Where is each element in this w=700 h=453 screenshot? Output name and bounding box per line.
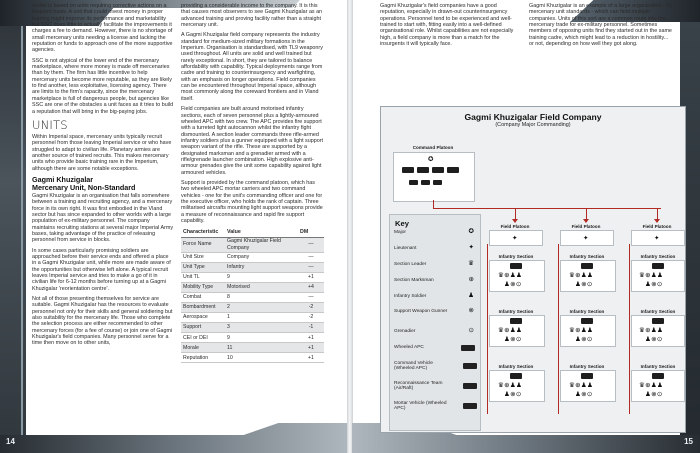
air-raft-icon — [421, 180, 430, 185]
unit-heading-name: Gagmi Khuzigalar — [32, 174, 94, 184]
table-cell: Motorised — [225, 282, 298, 292]
paragraph: Field companies are built around motorised infantry sections, each of seven personnel plus a lightly-armoured wheeled APC with two crew. The APC provides fire support with a turreted light autocannon whilst the infantry fight dismounted. A section leader commands three rifle-armed infantry soldiers plus a gunner equipped with a light support weapon variant of the rifle. These are supported by a designated marksman and a grenadier armed with a rifle/grenade launcher combination. High explosive anti-armour grenades give the unit some capability against light armoured vehicles. — [181, 106, 324, 176]
squad-symbols: ♛⊕♟♟ — [569, 327, 594, 334]
infantry-section-box — [489, 260, 545, 292]
infantry-section-label: Infantry Section — [498, 309, 534, 314]
command-vehicle-icon — [402, 167, 414, 173]
infantry-section-box — [631, 370, 685, 402]
lieutenant-icon: ✦ — [512, 235, 518, 242]
paragraph: Gagmi Khuzigalar is an example of a large organisation - by mercenary unit standards - which can field multiple companies. Units of this sort are a common route into the mercenary trade for ex-military personnel. Sometimes members of opposing units find they started out in the same training cadre, which might lead to a reduction in hostility... or not, depending on how well they got along. — [529, 3, 672, 48]
table-row — [181, 292, 324, 302]
wheeled-apc-icon — [581, 373, 593, 379]
right-column-1 — [380, 3, 521, 51]
lieutenant-icon: ✦ — [654, 235, 660, 242]
table-row — [181, 343, 324, 353]
squad-symbols: ♛⊕♟♟ — [498, 272, 523, 279]
paragraph: Gagmi Khuzigalar's field companies have a good reputation, especially in drawn-out counterinsurgency operations. Personnel tend to be experienced and well-trained to start with, fitting easily into a well-defined organisational role. Whilst capabilities are not especially high, a field company is more than a match for the insurgents it will typically face. — [380, 3, 514, 48]
infantry-section-box — [489, 370, 545, 402]
squad-symbols: ♛⊕♟♟ — [569, 272, 594, 279]
field-platoon-label: Field Platoon — [500, 224, 530, 229]
table-cell: Bombardment — [181, 302, 225, 312]
table-cell: Unit TL — [181, 272, 225, 282]
table-cell: Morale — [181, 343, 225, 353]
left-frame-decoration — [0, 0, 26, 453]
table-row — [181, 282, 324, 292]
table-cell: -2 — [298, 302, 324, 312]
infantry-section-box — [560, 370, 616, 402]
infantry-section-label: Infantry Section — [569, 309, 605, 314]
squad-symbols: ♟⊗⊙ — [504, 281, 522, 288]
squad-symbols: ♟⊗⊙ — [645, 391, 663, 398]
table-cell: +1 — [298, 333, 324, 343]
paragraph: Gagmi Khuzigalar is an organisation that falls somewhere between a training and recruiting agency, and a mercenary force in its own right. It was first embodied in the Vland sector but has since expanded to other worlds with a large population of ex-military personnel. The company maintains recruiting stations at several major Imperial Army bases, taking advantage of the practice of releasing personnel from service in blocks. — [32, 192, 174, 244]
key-item — [394, 329, 478, 334]
marksman-icon: ⊕ — [468, 276, 474, 283]
mortar-vehicle-icon — [447, 167, 459, 173]
table-cell: 11 — [225, 343, 298, 353]
table-row — [181, 313, 324, 323]
table-cell: — — [298, 292, 324, 302]
paragraph: model is based on units requiring corrective actions on a frequent basis. A unit that could invest money in proper training might improve its performance and marketability but SSC does little to actually facilitate the improvements it charges a fee to demand. However, there is no shortage of small mercenary units needing a license and lacking the reputation or funds to approach one of the more supportive agencies. — [32, 3, 173, 54]
unit-heading — [32, 176, 174, 192]
table-cell: Gagmi Khuzigalar Field Company — [225, 237, 298, 252]
connector-arrow — [512, 219, 518, 223]
infantry-soldier-icon: ♟ — [468, 292, 474, 299]
table-row — [181, 302, 324, 312]
platoon-hq-box — [560, 230, 614, 246]
gunner-icon: ⊗ — [468, 307, 474, 314]
squad-symbols: ♟⊗⊙ — [645, 336, 663, 343]
table-header: DM — [298, 228, 324, 237]
table-cell: +1 — [298, 353, 324, 363]
table-cell: — — [298, 262, 324, 272]
table-row — [181, 323, 324, 333]
apc-row — [510, 263, 522, 269]
left-bottom-decoration — [0, 423, 348, 453]
infantry-section-label: Infantry Section — [569, 364, 605, 369]
table-cell: 9 — [225, 333, 298, 343]
apc-row — [510, 318, 522, 324]
table-cell: CEI or DEI — [181, 333, 225, 343]
key-label: Infantry Soldier — [394, 294, 427, 299]
mortar-vehicle-icon — [463, 403, 477, 409]
key-item — [394, 381, 456, 392]
key-label: Wheeled APC — [394, 345, 424, 350]
apc-row — [581, 318, 593, 324]
table-cell: 10 — [225, 353, 298, 363]
command-vehicle-icon — [463, 363, 477, 369]
key-item — [394, 246, 478, 251]
infantry-section-label: Infantry Section — [498, 364, 534, 369]
squad-symbols: ♟⊗⊙ — [645, 281, 663, 288]
table-row — [181, 333, 324, 343]
squad-symbols: ♛⊕♟♟ — [639, 382, 664, 389]
command-platoon-box — [393, 152, 475, 202]
table-cell: -1 — [298, 323, 324, 333]
air-raft-icon — [463, 383, 477, 389]
table-cell: Support — [181, 323, 225, 333]
table-cell: 3 — [225, 323, 298, 333]
table-row — [181, 272, 324, 282]
infantry-section-box — [631, 315, 685, 347]
wheeled-apc-icon — [510, 373, 522, 379]
field-platoon-label: Field Platoon — [642, 224, 672, 229]
paragraph: Not all of those presenting themselves for service are suitable. Gagmi Khuzigalar has the resources to evaluate personnel not only for their skills and general soldiering but also suitability for the mercenary life. Those who complete the selection process are either recommended to other mercenary forces (for a fee of course) or join one of Gagmi Khuzigalar's field companies. Many personnel serve for a time then move on to other units, — [32, 296, 173, 347]
org-chart-title: Gagmi Khuzigalar Field Company — [464, 112, 602, 122]
wheeled-apc-icon — [652, 263, 664, 269]
connector-line — [433, 208, 661, 209]
wheeled-apc-icon — [581, 318, 593, 324]
table-header-row — [181, 228, 324, 237]
squad-symbols: ♟⊗⊙ — [504, 336, 522, 343]
table-cell: Reputation — [181, 353, 225, 363]
infantry-section-label: Infantry Section — [640, 364, 676, 369]
table-cell: 1 — [225, 313, 298, 323]
left-page — [0, 0, 348, 453]
table-cell: +4 — [298, 282, 324, 292]
table-row — [181, 353, 324, 363]
table-header: Value — [225, 228, 298, 237]
units-heading: UNITS — [32, 117, 68, 132]
wheeled-apc-icon — [461, 345, 475, 351]
paragraph: A Gagmi Khuzigalar field company represents the industry standard for medium-sized military formations in the Imperium. Organisation is standardised, with TL9 weaponry used throughout. All units are solid and well trained but rarely exceptional. In short, they are tailored to balance affordability with capability. Typical deployments range from cadre and training to counterinsurgency and warfighting, with an emphasis on longer operations. Field companies can be encountered throughout Imperial space, although most commonly along the coreward frontiers and in Vland itself. — [181, 32, 323, 102]
key-item — [394, 294, 478, 299]
field-platoon-label: Field Platoon — [571, 224, 601, 229]
paragraph: In some cases particularly promising soldiers are approached before their service ends and offered a place in a Gagmi Khuzigalar unit, while more are made aware of the opportunities but otherwise left alone. A typical recruit leaves Imperial service and tries to make a go of it in civilian life for 6-12 months before turning up at a Gagmi Khuzigalar 'reorientation centre'. — [32, 247, 171, 292]
infantry-section-box — [631, 260, 685, 292]
table-row — [181, 262, 324, 272]
connector-line — [629, 244, 630, 414]
apc-row — [581, 263, 593, 269]
infantry-section-label: Infantry Section — [569, 254, 605, 259]
table-cell: 8 — [225, 292, 298, 302]
unit-stat-table — [181, 228, 324, 363]
page-number-right: 15 — [684, 437, 693, 446]
apc-row — [652, 263, 664, 269]
connector-line — [433, 200, 434, 208]
squad-symbols: ♟⊗⊙ — [575, 336, 593, 343]
table-row — [181, 237, 324, 252]
squad-symbols: ♛⊕♟♟ — [639, 272, 664, 279]
lieutenant-icon: ✦ — [468, 244, 474, 251]
connector-arrow — [654, 219, 660, 223]
table-row — [181, 252, 324, 262]
recon-vehicles — [409, 180, 442, 185]
apc-row — [510, 373, 522, 379]
org-chart-subtitle: (Company Major Commanding) — [495, 122, 571, 128]
key-item — [394, 262, 478, 267]
mortar-vehicle-icon — [432, 167, 444, 173]
key-label: Lieutenant — [394, 246, 417, 251]
key-item — [394, 230, 478, 235]
key-item — [394, 401, 456, 412]
air-raft-icon — [433, 180, 442, 185]
air-raft-icon — [409, 180, 418, 185]
wheeled-apc-icon — [510, 263, 522, 269]
command-vehicle-icon — [417, 167, 429, 173]
table-cell: Combat — [181, 292, 225, 302]
key-label: Support Weapon Gunner — [394, 309, 448, 314]
table-cell: Infantry — [225, 262, 298, 272]
squad-symbols: ♛⊕♟♟ — [639, 327, 664, 334]
key-title: Key — [395, 219, 409, 228]
wheeled-apc-icon — [510, 318, 522, 324]
squad-symbols: ♟⊗⊙ — [575, 281, 593, 288]
org-chart — [380, 106, 686, 433]
table-cell: 9 — [225, 272, 298, 282]
connector-line — [558, 244, 559, 414]
table-cell: — — [298, 237, 324, 252]
wheeled-apc-icon — [581, 263, 593, 269]
command-vehicles — [402, 167, 459, 173]
infantry-section-box — [489, 315, 545, 347]
unit-heading-type: Mercenary Unit, Non-Standard — [32, 182, 136, 192]
page-number-left: 14 — [6, 437, 15, 446]
key-label: Major — [394, 230, 406, 235]
legend-key — [389, 214, 481, 431]
table-cell: Aerospace — [181, 313, 225, 323]
wheeled-apc-icon — [652, 373, 664, 379]
key-item — [394, 309, 478, 314]
key-label: Section Leader — [394, 262, 427, 267]
paragraph: Support is provided by the command platoon, which has two wheeled APC mortar carriers and two command vehicles - one for the unit's commanding officer and one for the executive officer, who holds the rank of captain. Three militarised aircrafts mounting light support weapons provide a measure of reconnaissance and rapid fire support capability. — [181, 179, 323, 224]
key-label: Section Marksman — [394, 278, 434, 283]
left-column-1 — [32, 3, 174, 351]
paragraph: Within Imperial space, mercenary units typically recruit personnel from those leaving Imperial service or who have struggled to adapt to civilian life. Planetary armies are another source of trained recruits. This makes mercenary units who provide basic training rare in the Imperium, although there are some notable exceptions. — [32, 133, 172, 172]
table-header: Characteristic — [181, 228, 225, 237]
connector-arrow — [583, 219, 589, 223]
apc-row — [652, 318, 664, 324]
table-cell: — — [298, 252, 324, 262]
infantry-section-label: Infantry Section — [498, 254, 534, 259]
key-label: Grenadier — [394, 329, 416, 334]
squad-symbols: ♟⊗⊙ — [504, 391, 522, 398]
squad-symbols: ♛⊕♟♟ — [498, 327, 523, 334]
wheeled-apc-icon — [652, 318, 664, 324]
table-cell: +1 — [298, 272, 324, 282]
table-cell: 2 — [225, 302, 298, 312]
squad-symbols: ♛⊕♟♟ — [569, 382, 594, 389]
key-label: Command Vehicle (Wheeled APC) — [394, 361, 433, 372]
left-column-2 — [181, 3, 324, 363]
connector-line — [487, 244, 488, 414]
platoon-hq-box — [489, 230, 543, 246]
lieutenant-icon: ✦ — [583, 235, 589, 242]
squad-symbols: ♛⊕♟♟ — [498, 382, 523, 389]
paragraph: SSC is not atypical of the lower end of the mercenary marketplace, where more money is made off mercenaries than by them. The firm has little incentive to help mercenary units become more reputable, as they are likely to find another, less exploitative, licensing agency. There are limits to the firm's rapacity, since the mercenary marketplace is full of dangerous people, but agencies like SSC are one of the obstacles a unit faces as it tries to build a reputation that will bring in the big-paying jobs. — [32, 57, 174, 115]
key-label: Mortar Vehicle (Wheeled APC) — [394, 401, 447, 412]
section-leader-icon: ♛ — [468, 260, 474, 267]
table-cell: -2 — [298, 313, 324, 323]
table-cell: Company — [225, 252, 298, 262]
key-item — [394, 361, 454, 372]
paragraph: providing a considerable income to the company. It is this that causes most observers to see Gagmi Khuzigalar as an advanced training and proving facility rather than a straight mercenary unit. — [181, 3, 323, 29]
apc-row — [652, 373, 664, 379]
major-icon: ✪ — [468, 228, 474, 235]
key-item — [394, 278, 478, 283]
right-column-2 — [529, 3, 672, 51]
squad-symbols: ♟⊗⊙ — [575, 391, 593, 398]
key-item — [394, 345, 478, 350]
platoon-hq-box — [631, 230, 685, 246]
table-cell: Unit Type — [181, 262, 225, 272]
infantry-section-box — [560, 315, 616, 347]
table-cell: +1 — [298, 343, 324, 353]
major-icon: ✪ — [428, 156, 434, 163]
grenadier-icon: ⊙ — [468, 327, 474, 334]
command-platoon-label: Command Platoon — [412, 145, 454, 150]
table-cell: Force Name — [181, 237, 225, 252]
infantry-section-box — [560, 260, 616, 292]
infantry-section-label: Infantry Section — [640, 309, 676, 314]
table-cell: Unit Size — [181, 252, 225, 262]
table-cell: Mobility Type — [181, 282, 225, 292]
key-label: Reconnaissance Team (Air/Raft) — [394, 381, 443, 392]
infantry-section-label: Infantry Section — [640, 254, 676, 259]
right-page — [352, 0, 700, 453]
apc-row — [581, 373, 593, 379]
